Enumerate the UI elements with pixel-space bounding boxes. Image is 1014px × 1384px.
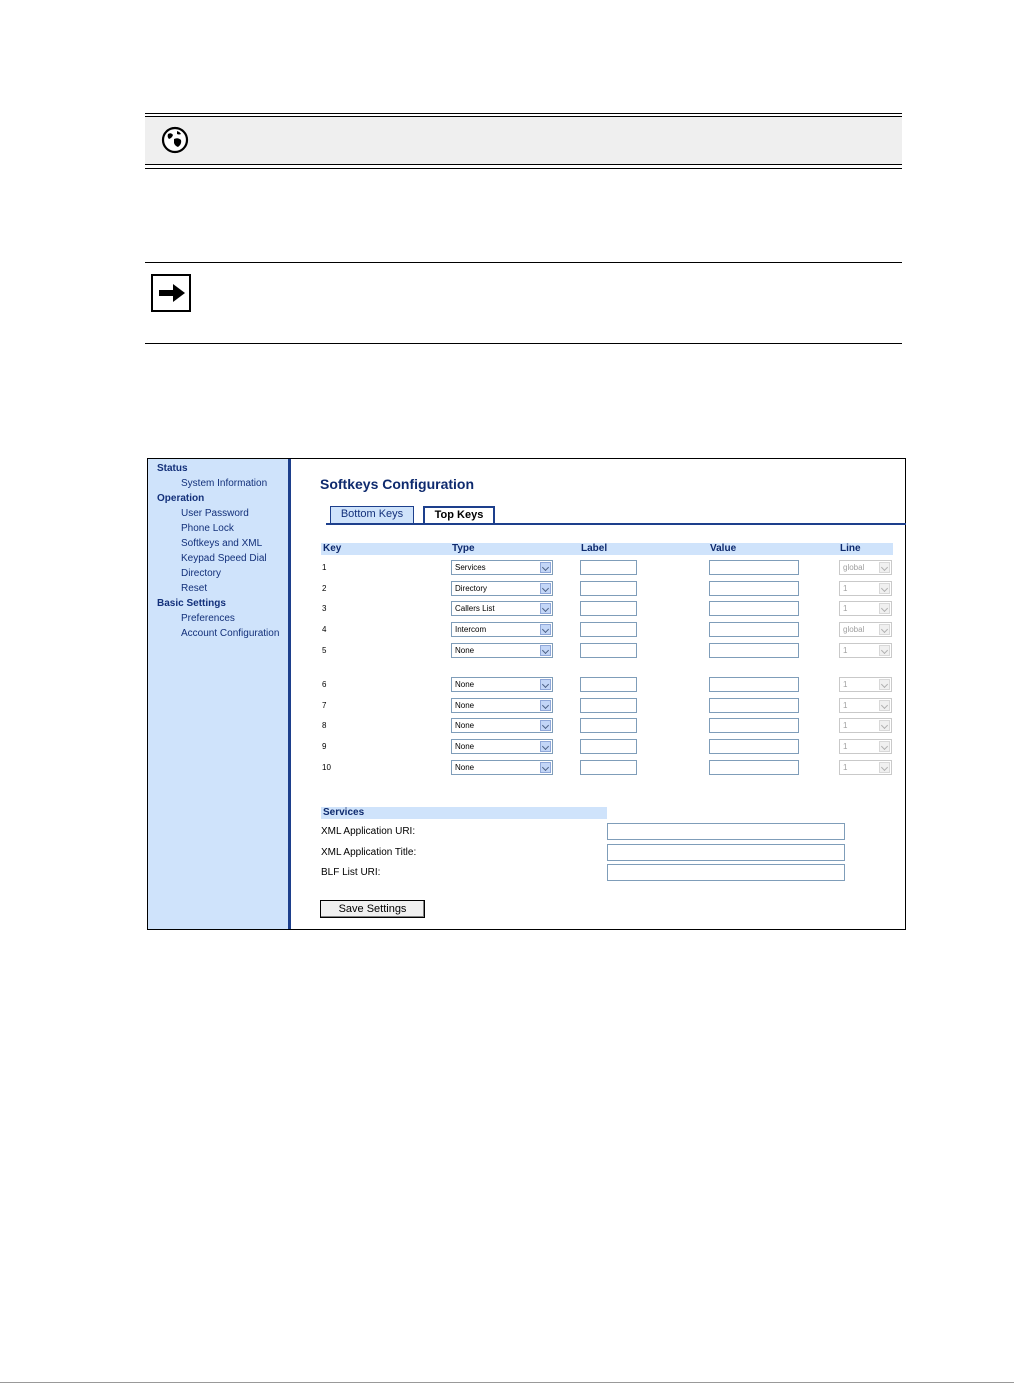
line-select <box>839 718 892 733</box>
column-header-line: Line <box>838 543 893 555</box>
line-select-value: 1 <box>843 763 848 772</box>
blf-list-uri-label: BLF List URI: <box>321 867 381 878</box>
chevron-down-icon <box>540 679 551 690</box>
xml-application-title-input[interactable] <box>607 844 845 861</box>
page-title: Softkeys Configuration <box>320 476 475 492</box>
line-select-value: global <box>843 563 865 572</box>
save-settings-button[interactable]: Save Settings <box>320 900 425 918</box>
label-input[interactable] <box>580 560 637 575</box>
line-select <box>839 739 892 754</box>
sidebar-item-keypad-speed-dial[interactable]: Keypad Speed Dial <box>181 553 267 564</box>
type-select-value: Directory <box>455 584 488 593</box>
key-number: 2 <box>322 584 327 593</box>
line-select <box>839 581 892 596</box>
type-select-value: None <box>455 742 475 751</box>
type-select-value: None <box>455 701 475 710</box>
value-input[interactable] <box>709 601 799 616</box>
line-select-value: 1 <box>843 742 848 751</box>
tab-bottom-keys[interactable]: Bottom Keys <box>330 506 414 523</box>
type-select[interactable] <box>451 643 553 658</box>
value-input[interactable] <box>709 760 799 775</box>
column-header-value: Value <box>708 543 838 555</box>
key-number: 1 <box>322 563 327 572</box>
label-input[interactable] <box>580 698 637 713</box>
chevron-down-icon <box>540 720 551 731</box>
line-select <box>839 643 892 658</box>
web-ui-screenshot <box>147 458 906 930</box>
tip-bottom-rule <box>145 164 902 165</box>
type-select[interactable] <box>451 622 553 637</box>
chevron-down-icon <box>540 562 551 573</box>
line-select-value: 1 <box>843 721 848 730</box>
tab-top-keys[interactable]: Top Keys <box>423 506 495 525</box>
chevron-down-icon <box>879 624 890 635</box>
line-select-value: 1 <box>843 701 848 710</box>
chevron-down-icon <box>879 603 890 614</box>
chevron-down-icon <box>540 645 551 656</box>
line-select <box>839 601 892 616</box>
key-number: 8 <box>322 721 327 730</box>
globe-phone-icon <box>160 125 190 155</box>
note-bottom-rule <box>145 343 902 344</box>
chevron-down-icon <box>540 741 551 752</box>
key-number: 6 <box>322 680 327 689</box>
type-select-value: Intercom <box>455 625 487 634</box>
type-select[interactable] <box>451 560 553 575</box>
value-input[interactable] <box>709 560 799 575</box>
key-number: 4 <box>322 625 327 634</box>
xml-application-uri-input[interactable] <box>607 823 845 840</box>
chevron-down-icon <box>879 741 890 752</box>
sidebar-heading-basic-settings[interactable]: Basic Settings <box>157 598 226 609</box>
label-input[interactable] <box>580 677 637 692</box>
label-input[interactable] <box>580 581 637 596</box>
label-input[interactable] <box>580 760 637 775</box>
value-input[interactable] <box>709 718 799 733</box>
type-select-value: None <box>455 646 475 655</box>
chevron-down-icon <box>879 762 890 773</box>
chevron-down-icon <box>540 583 551 594</box>
chevron-down-icon <box>540 603 551 614</box>
line-select-value: 1 <box>843 680 848 689</box>
sidebar-nav <box>148 459 291 929</box>
value-input[interactable] <box>709 677 799 692</box>
type-select-value: None <box>455 721 475 730</box>
line-select <box>839 698 892 713</box>
chevron-down-icon <box>540 762 551 773</box>
main-content <box>292 459 906 929</box>
services-header: Services <box>321 807 607 819</box>
value-input[interactable] <box>709 581 799 596</box>
footer-rule <box>0 1382 1014 1383</box>
value-input[interactable] <box>709 739 799 754</box>
line-select-value: 1 <box>843 584 848 593</box>
sidebar-item-account-configuration[interactable]: Account Configuration <box>181 628 280 639</box>
line-select-value: global <box>843 625 865 634</box>
column-header-type: Type <box>450 543 579 555</box>
chevron-down-icon <box>879 645 890 656</box>
note-top-rule <box>145 262 902 263</box>
value-input[interactable] <box>709 698 799 713</box>
tip-bottom-rule-2 <box>145 168 902 169</box>
sidebar-item-system-information[interactable]: System Information <box>181 478 268 489</box>
column-header-key: Key <box>321 543 450 555</box>
line-select <box>839 560 892 575</box>
label-input[interactable] <box>580 739 637 754</box>
label-input[interactable] <box>580 643 637 658</box>
sidebar-item-reset[interactable]: Reset <box>181 583 208 594</box>
type-select-value: None <box>455 680 475 689</box>
sidebar-item-softkeys-xml[interactable]: Softkeys and XML <box>181 538 263 549</box>
tip-top-rule <box>145 113 902 114</box>
sidebar-heading-status[interactable]: Status <box>157 463 188 474</box>
type-select[interactable] <box>451 601 553 616</box>
sidebar-item-phone-lock[interactable]: Phone Lock <box>181 523 234 534</box>
line-select <box>839 760 892 775</box>
type-select-value: Callers List <box>455 604 495 613</box>
value-input[interactable] <box>709 622 799 637</box>
tip-band <box>145 117 902 164</box>
line-select-value: 1 <box>843 604 848 613</box>
key-number: 7 <box>322 701 327 710</box>
chevron-down-icon <box>540 700 551 711</box>
sidebar-item-preferences[interactable]: Preferences <box>181 613 235 624</box>
type-select[interactable] <box>451 677 553 692</box>
chevron-down-icon <box>879 583 890 594</box>
line-select-value: 1 <box>843 646 848 655</box>
value-input[interactable] <box>709 643 799 658</box>
key-number: 9 <box>322 742 327 751</box>
chevron-down-icon <box>540 624 551 635</box>
type-select-value: None <box>455 763 475 772</box>
label-input[interactable] <box>580 718 637 733</box>
chevron-down-icon <box>879 679 890 690</box>
type-select-value: Services <box>455 563 486 572</box>
type-select[interactable] <box>451 760 553 775</box>
key-number: 10 <box>322 763 331 772</box>
key-number: 3 <box>322 604 327 613</box>
chevron-down-icon <box>879 562 890 573</box>
tab-underline <box>326 523 906 525</box>
sidebar-item-user-password[interactable]: User Password <box>181 508 249 519</box>
xml-application-uri-label: XML Application URI: <box>321 826 416 837</box>
type-select[interactable] <box>451 739 553 754</box>
line-select <box>839 677 892 692</box>
chevron-down-icon <box>879 700 890 711</box>
key-number: 5 <box>322 646 327 655</box>
label-input[interactable] <box>580 601 637 616</box>
sidebar-heading-operation[interactable]: Operation <box>157 493 205 504</box>
line-select <box>839 622 892 637</box>
label-input[interactable] <box>580 622 637 637</box>
note-arrow-icon <box>151 274 191 312</box>
xml-application-title-label: XML Application Title: <box>321 847 417 858</box>
blf-list-uri-input[interactable] <box>607 864 845 881</box>
type-select[interactable] <box>451 698 553 713</box>
column-header-label: Label <box>579 543 708 555</box>
type-select[interactable] <box>451 718 553 733</box>
sidebar-item-directory[interactable]: Directory <box>181 568 222 579</box>
chevron-down-icon <box>879 720 890 731</box>
type-select[interactable] <box>451 581 553 596</box>
